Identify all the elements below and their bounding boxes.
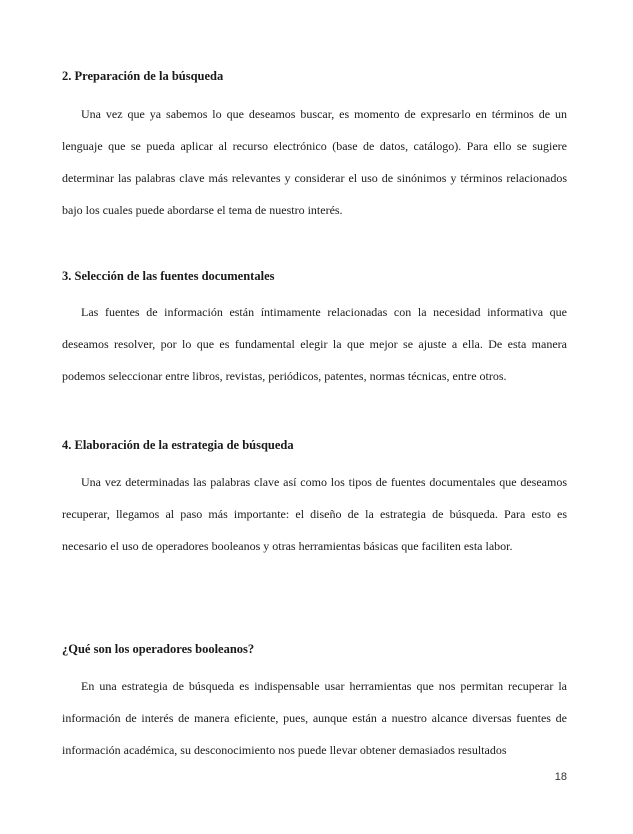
page-number: 18 — [554, 771, 567, 783]
section-paragraph: En una estrategia de búsqueda es indispensable usar herramientas que nos permitan recuperar la información de interés de manera eficiente, pues, aunque están a nuestro alcance diversas fuentes de información académica, su desconocimiento nos puede llevar obtener demasiados resultados — [62, 679, 567, 757]
section-heading: 4. Elaboración de la estrategia de búsqueda — [62, 438, 294, 452]
section-elaboracion-estrategia — [62, 437, 567, 562]
section-preparacion — [62, 68, 567, 226]
section-paragraph: Una vez que ya sabemos lo que deseamos buscar, es momento de expresarlo en términos de un lenguaje que se pueda aplicar al recurso electrónico (base de datos, catálogo). Para ello se sugiere determinar las palabras clave más relevantes y considerar el uso de sinónimos y términos relacionados bajo los cuales puede abordarse el tema de nuestro interés. — [62, 107, 567, 217]
section-seleccion-fuentes — [62, 268, 567, 392]
section-paragraph: Una vez determinadas las palabras clave así como los tipos de fuentes documentales que deseamos recuperar, llegamos al paso más importante: el diseño de la estrategia de búsqueda. Para esto es necesario el uso de operadores booleanos y otras herramientas básicas que faciliten esta labor. — [62, 475, 567, 553]
section-heading: 3. Selección de las fuentes documentales — [62, 269, 275, 283]
section-heading: ¿Qué son los operadores booleanos? — [62, 642, 255, 656]
section-operadores-booleanos — [62, 641, 567, 766]
section-heading: 2. Preparación de la búsqueda — [62, 69, 224, 83]
section-paragraph: Las fuentes de información están íntimamente relacionadas con la necesidad informativa que deseamos resolver, por lo que es fundamental elegir la que mejor se ajuste a ella. De esta manera podemos seleccionar entre libros, revistas, periódicos, patentes, normas técnicas, entre otros. — [62, 305, 567, 383]
